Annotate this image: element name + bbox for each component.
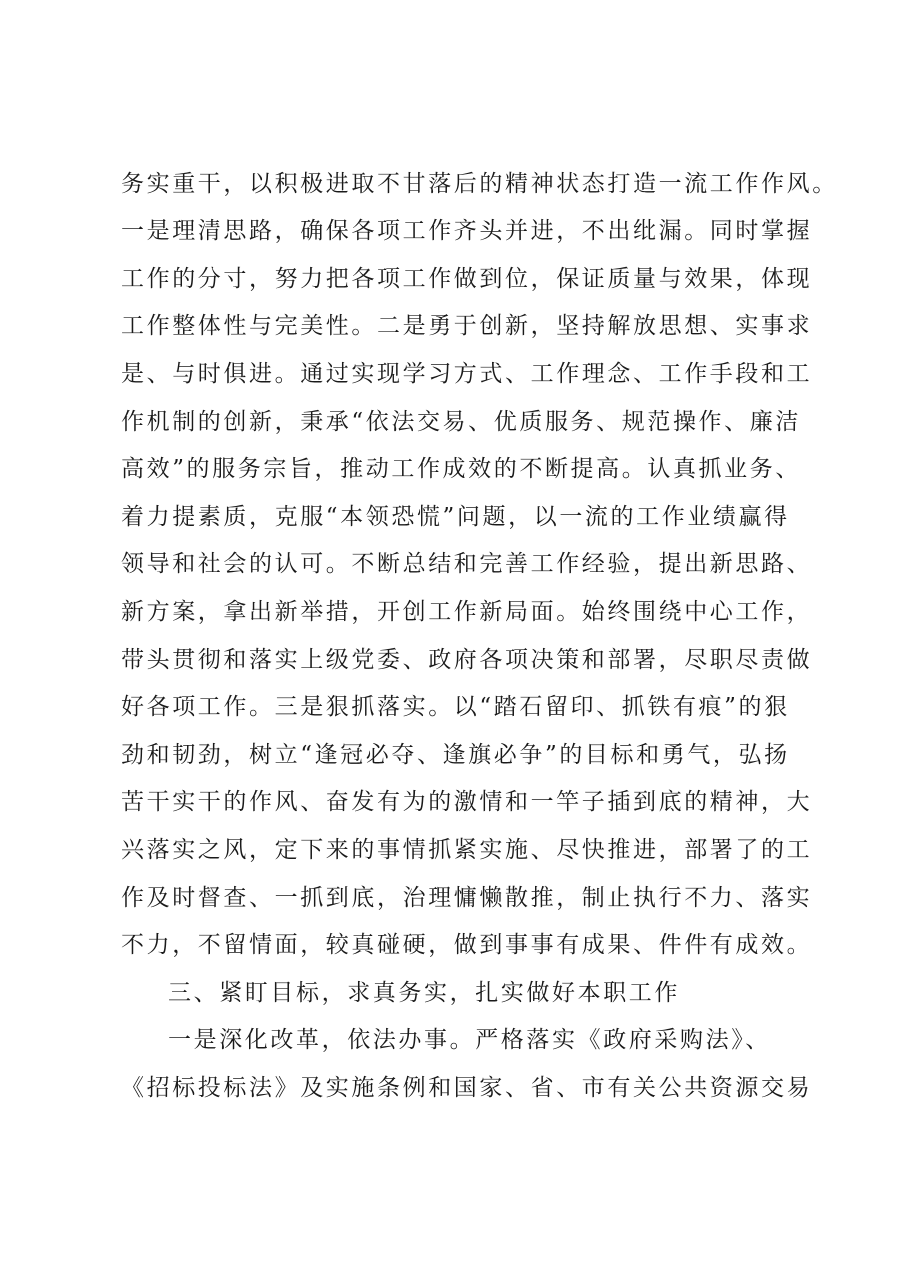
text-line: 不力，不留情面，较真碰硬，做到事事有成果、件件有成效。	[121, 932, 813, 958]
text-line: 作机制的创新，秉承“依法交易、优质服务、规范操作、廉洁	[121, 409, 801, 435]
text-line: 工作的分寸，努力把各项工作做到位，保证质量与效果，体现	[121, 266, 813, 292]
text-line: 高效”的服务宗旨，推动工作成效的不断提高。认真抓业务、	[121, 456, 801, 482]
text-line: 是、与时俱进。通过实现学习方式、工作理念、工作手段和工	[121, 361, 813, 387]
text-line: 一是理清思路，确保各项工作齐头并进，不出纰漏。同时掌握	[121, 218, 813, 244]
text-line: 作及时督查、一抓到底，治理慵懒散推，制止执行不力、落实	[121, 885, 813, 911]
text-line: 好各项工作。三是狠抓落实。以“踏石留印、抓铁有痕”的狠	[121, 694, 790, 720]
text-line: 一是深化改革，依法办事。严格落实《政府采购法》、	[168, 1027, 771, 1053]
text-line: 新方案，拿出新举措，开创工作新局面。始终围绕中心工作，	[121, 599, 813, 625]
text-line: 苦干实干的作风、奋发有为的激情和一竿子插到底的精神，大	[121, 789, 813, 815]
text-line: 劲和韧劲，树立“逢冠必夺、逢旗必争”的目标和勇气，弘扬	[121, 742, 790, 768]
text-line: 着力提素质，克服“本领恐慌”问题，以一流的工作业绩赢得	[121, 504, 790, 530]
text-line: 工作整体性与完美性。二是勇于创新，坚持解放思想、实事求	[121, 313, 813, 339]
text-line: 务实重干，以积极进取不甘落后的精神状态打造一流工作作风。	[121, 171, 838, 197]
text-line: 带头贯彻和落实上级党委、政府各项决策和部署，尽职尽责做	[121, 647, 813, 673]
text-line: 兴落实之风，定下来的事情抓紧实施、尽快推进，部署了的工	[121, 837, 813, 863]
text-line: 领导和社会的认可。不断总结和完善工作经验，提出新思路、	[121, 551, 813, 577]
section-heading: 三、紧盯目标，求真务实，扎实做好本职工作	[168, 980, 680, 1006]
text-line: 《招标投标法》及实施条例和国家、省、市有关公共资源交易	[121, 1075, 813, 1101]
